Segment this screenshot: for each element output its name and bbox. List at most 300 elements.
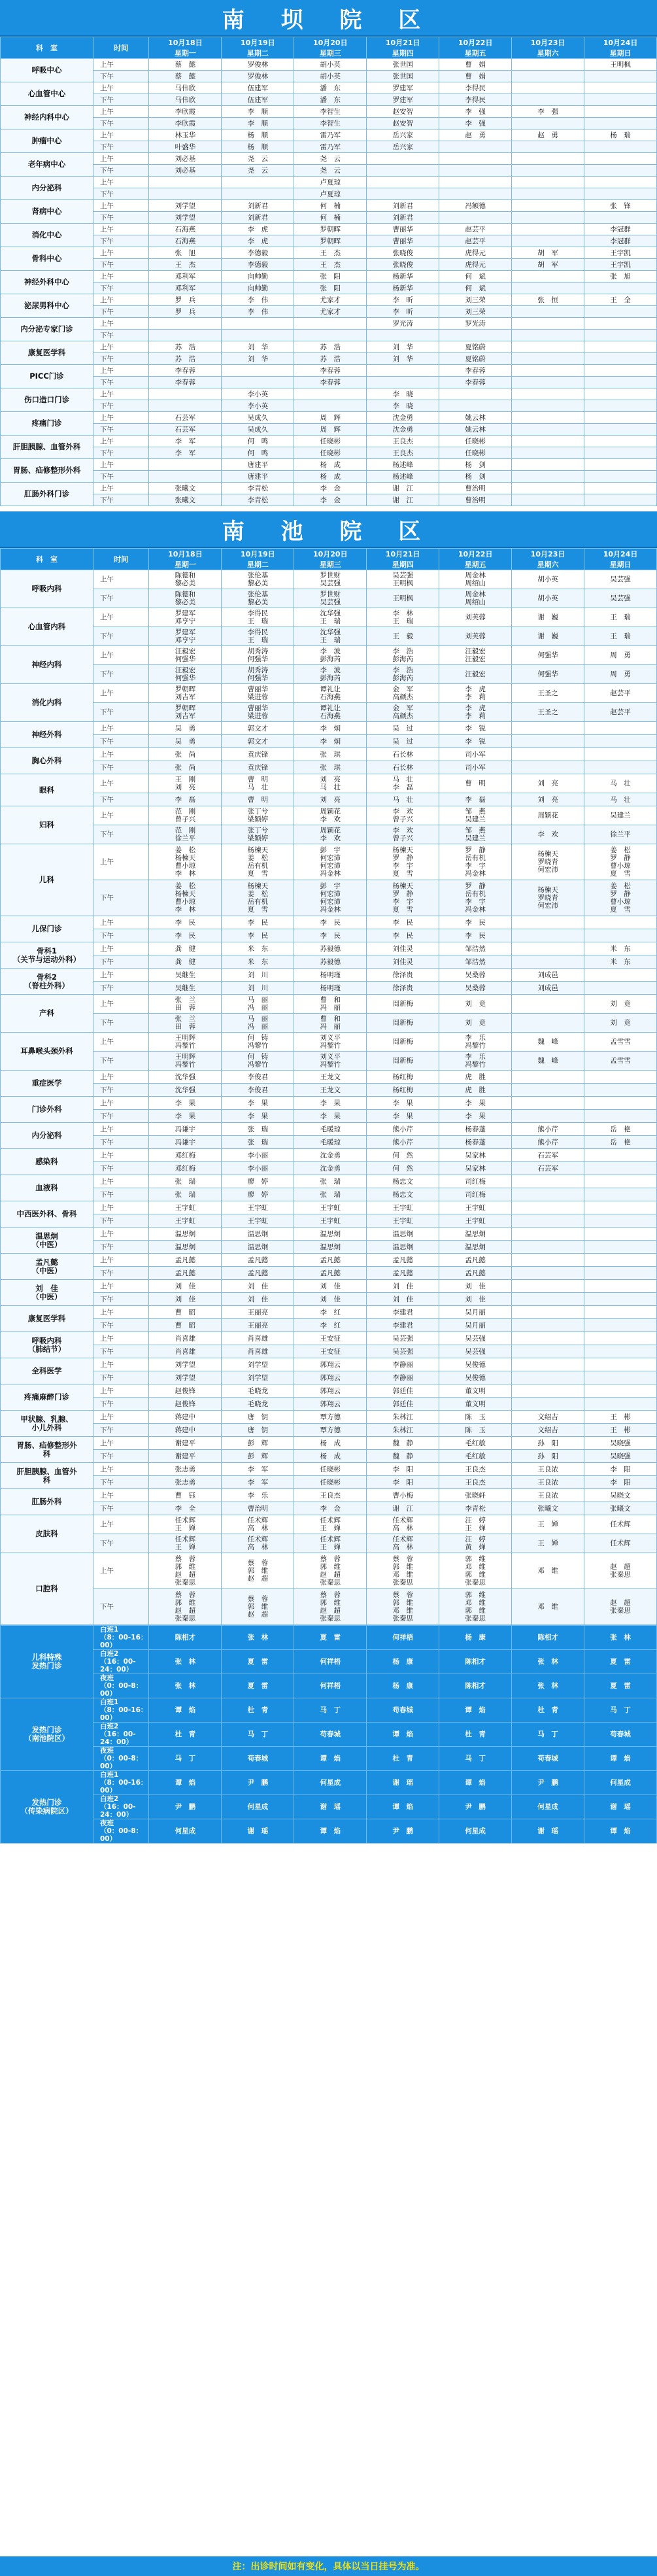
doctor-cell bbox=[584, 424, 657, 436]
department-name: 刘 佳 （中医） bbox=[1, 1280, 93, 1306]
doctor-cell: 覃方德 bbox=[294, 1424, 367, 1437]
doctor-cell: 任术辉 王 婵 bbox=[294, 1515, 367, 1534]
doctor-cell: 刘 亮 bbox=[512, 774, 584, 793]
session-time: 下午 bbox=[93, 1293, 149, 1306]
session-time: 上午 bbox=[93, 365, 149, 377]
doctor-cell: 王宇凯 bbox=[584, 259, 657, 271]
doctor-cell: 谭 焰 bbox=[584, 1747, 657, 1771]
doctor-cell: 罗朝晖 刘吉军 bbox=[149, 703, 222, 722]
doctor-cell bbox=[512, 306, 584, 318]
table-row bbox=[1, 1071, 657, 1084]
doctor-cell: 郭翔云 bbox=[294, 1371, 367, 1384]
doctor-cell: 王明枫 bbox=[367, 589, 439, 608]
session-time: 上午 bbox=[93, 247, 149, 259]
doctor-cell bbox=[584, 330, 657, 341]
doctor-cell: 李 顺 bbox=[222, 118, 294, 129]
doctor-cell: 何星成 bbox=[584, 1771, 657, 1795]
table-row bbox=[1, 608, 657, 627]
doctor-cell: 马伟欣 bbox=[149, 94, 222, 106]
doctor-cell: 彭 辉 bbox=[222, 1437, 294, 1450]
table-row bbox=[1, 774, 657, 793]
department-name: 疼痛麻醉门诊 bbox=[1, 1384, 93, 1411]
doctor-cell: 刘 川 bbox=[222, 969, 294, 982]
doctor-cell: 刘学望 bbox=[222, 1371, 294, 1384]
doctor-cell bbox=[512, 377, 584, 388]
doctor-cell bbox=[512, 929, 584, 942]
doctor-cell: 李冠群 bbox=[584, 235, 657, 247]
doctor-cell: 杨 康 bbox=[367, 1650, 439, 1674]
department-name: 温思炯 （中医） bbox=[1, 1228, 93, 1254]
doctor-cell: 何 楠 bbox=[294, 212, 367, 224]
doctor-cell: 陈 玉 bbox=[439, 1411, 512, 1424]
table-row bbox=[1, 1241, 657, 1254]
table-row bbox=[1, 793, 657, 806]
doctor-cell: 郭廷佳 bbox=[367, 1398, 439, 1411]
doctor-cell bbox=[512, 388, 584, 400]
table-row bbox=[1, 365, 657, 377]
column-header: 10月18日 星期一 bbox=[149, 37, 222, 59]
doctor-cell: 曹丽华 梁进蓉 bbox=[222, 703, 294, 722]
doctor-cell: 温思炯 bbox=[439, 1228, 512, 1241]
doctor-cell: 沈华强 王 瑞 bbox=[294, 608, 367, 627]
doctor-cell: 张 兰 田 蓉 bbox=[149, 1014, 222, 1033]
column-header: 科 室 bbox=[1, 549, 93, 570]
doctor-cell: 金 军 高颜杰 bbox=[367, 684, 439, 703]
doctor-cell bbox=[584, 212, 657, 224]
doctor-cell: 杜 青 bbox=[439, 1723, 512, 1747]
doctor-cell: 魏 峰 bbox=[512, 1052, 584, 1071]
doctor-cell: 李 强 bbox=[439, 118, 512, 129]
doctor-cell: 张 恒 bbox=[512, 294, 584, 306]
doctor-cell: 何祥梧 bbox=[367, 1626, 439, 1650]
doctor-cell: 杨 成 bbox=[294, 459, 367, 471]
doctor-cell: 李 金 bbox=[294, 1502, 367, 1515]
doctor-cell bbox=[584, 141, 657, 153]
doctor-cell: 王宇虹 bbox=[294, 1201, 367, 1214]
doctor-cell: 胡 军 bbox=[512, 247, 584, 259]
doctor-cell: 苟春城 bbox=[294, 1723, 367, 1747]
table-row bbox=[1, 1214, 657, 1228]
doctor-cell: 曹治明 bbox=[439, 494, 512, 506]
doctor-cell: 邹浩然 bbox=[439, 955, 512, 969]
doctor-cell: 毛晓龙 bbox=[222, 1398, 294, 1411]
doctor-cell: 任术辉 高 林 bbox=[222, 1515, 294, 1534]
doctor-cell: 蔡 蓉 郭 维 赵 超 张秦思 bbox=[294, 1553, 367, 1589]
doctor-cell: 唐建平 bbox=[222, 459, 294, 471]
doctor-cell: 李 民 bbox=[439, 916, 512, 929]
department-name: 产科 bbox=[1, 995, 93, 1033]
doctor-cell: 刘 佳 bbox=[367, 1293, 439, 1306]
doctor-cell: 李 果 bbox=[222, 1097, 294, 1110]
table-row bbox=[1, 1084, 657, 1097]
doctor-cell: 曹 和 冯 丽 bbox=[294, 1014, 367, 1033]
doctor-cell bbox=[149, 400, 222, 412]
doctor-cell: 王安征 bbox=[294, 1345, 367, 1358]
department-name: 疼痛门诊 bbox=[1, 412, 93, 436]
doctor-cell: 司红梅 bbox=[439, 1175, 512, 1188]
doctor-cell: 王宇凯 bbox=[584, 247, 657, 259]
doctor-cell: 周金林 周绍山 bbox=[439, 570, 512, 589]
doctor-cell bbox=[584, 306, 657, 318]
doctor-cell: 曹 昭 bbox=[149, 1306, 222, 1319]
doctor-cell bbox=[584, 761, 657, 774]
session-time: 下午 bbox=[93, 735, 149, 748]
doctor-cell: 邓 维 bbox=[512, 1589, 584, 1625]
doctor-cell: 李 果 bbox=[222, 1110, 294, 1123]
session-time: 上午 bbox=[93, 412, 149, 424]
column-header: 10月21日 星期四 bbox=[367, 37, 439, 59]
doctor-cell: 吴 过 bbox=[367, 735, 439, 748]
doctor-cell: 周新梅 bbox=[367, 1014, 439, 1033]
doctor-cell: 周颖花 李 欢 bbox=[294, 825, 367, 844]
table-row bbox=[1, 1384, 657, 1398]
doctor-cell: 邹浩然 bbox=[439, 942, 512, 955]
table-row bbox=[1, 722, 657, 735]
session-time: 上午 bbox=[93, 59, 149, 71]
doctor-cell: 王良浓 bbox=[512, 1463, 584, 1476]
doctor-cell: 温思炯 bbox=[222, 1241, 294, 1254]
doctor-cell bbox=[222, 318, 294, 330]
doctor-cell: 张 瑞 bbox=[149, 1175, 222, 1188]
doctor-cell: 李 晓 bbox=[367, 388, 439, 400]
doctor-cell bbox=[367, 365, 439, 377]
doctor-cell: 吴芸强 王明枫 bbox=[367, 570, 439, 589]
doctor-cell: 谭 焰 bbox=[294, 1747, 367, 1771]
doctor-cell: 张 林 bbox=[222, 1626, 294, 1650]
doctor-cell: 苟春城 bbox=[584, 1723, 657, 1747]
doctor-cell: 李 磊 bbox=[149, 793, 222, 806]
table-row bbox=[1, 1136, 657, 1149]
doctor-cell: 张曦文 bbox=[149, 483, 222, 494]
doctor-cell: 何 鸣 bbox=[222, 436, 294, 447]
doctor-cell: 李 军 bbox=[149, 436, 222, 447]
doctor-cell bbox=[584, 1293, 657, 1306]
doctor-cell bbox=[584, 94, 657, 106]
table-row bbox=[1, 1332, 657, 1345]
doctor-cell bbox=[584, 1097, 657, 1110]
doctor-cell: 刘学望 bbox=[149, 212, 222, 224]
doctor-cell: 杨楝天 罗 静 李 宇 夏 雪 bbox=[367, 880, 439, 916]
doctor-cell: 罗光涛 bbox=[439, 318, 512, 330]
table-row bbox=[1, 880, 657, 916]
session-time: 上午 bbox=[93, 969, 149, 982]
doctor-cell bbox=[584, 929, 657, 942]
department-name: 中西医外科、骨科 bbox=[1, 1201, 93, 1228]
doctor-cell: 李 昕 bbox=[367, 306, 439, 318]
table-row bbox=[1, 400, 657, 412]
session-time: 上午 bbox=[93, 806, 149, 825]
session-time: 白班1 （8：00-16：00） bbox=[93, 1626, 149, 1650]
doctor-cell: 彭 宇 何宏沛 何宏沛 冯金林 bbox=[294, 844, 367, 880]
table-row bbox=[1, 761, 657, 774]
table-row bbox=[1, 200, 657, 212]
doctor-cell: 温思炯 bbox=[149, 1228, 222, 1241]
session-time: 上午 bbox=[93, 106, 149, 118]
session-time: 下午 bbox=[93, 424, 149, 436]
doctor-cell bbox=[512, 494, 584, 506]
doctor-cell: 雷乃军 bbox=[294, 129, 367, 141]
doctor-cell: 李 乐 bbox=[222, 1489, 294, 1502]
doctor-cell bbox=[584, 353, 657, 365]
doctor-cell: 王 瑞 bbox=[584, 608, 657, 627]
session-time: 上午 bbox=[93, 608, 149, 627]
doctor-cell: 邓利军 bbox=[149, 283, 222, 294]
session-time: 下午 bbox=[93, 1162, 149, 1175]
doctor-cell: 王良浓 bbox=[512, 1489, 584, 1502]
department-name: 感染科 bbox=[1, 1149, 93, 1175]
session-time: 上午 bbox=[93, 1228, 149, 1241]
session-time: 下午 bbox=[93, 1371, 149, 1384]
doctor-cell: 苏 浩 bbox=[149, 341, 222, 353]
session-time: 下午 bbox=[93, 665, 149, 684]
doctor-cell: 孟凡懿 bbox=[367, 1267, 439, 1280]
doctor-cell: 吴继生 bbox=[149, 982, 222, 995]
session-time: 下午 bbox=[93, 929, 149, 942]
doctor-cell: 杨楝天 姜 松 岳有机 夏 雪 bbox=[222, 880, 294, 916]
doctor-cell: 唐建平 bbox=[222, 471, 294, 483]
doctor-cell bbox=[512, 1097, 584, 1110]
doctor-cell: 李 林 王 瑞 bbox=[367, 608, 439, 627]
doctor-cell: 王宇虹 bbox=[439, 1201, 512, 1214]
doctor-cell bbox=[512, 1267, 584, 1280]
doctor-cell: 尹 鹏 bbox=[222, 1771, 294, 1795]
doctor-cell: 王 彬 bbox=[584, 1411, 657, 1424]
session-time: 下午 bbox=[93, 793, 149, 806]
session-time: 上午 bbox=[93, 774, 149, 793]
doctor-cell: 周金林 周绍山 bbox=[439, 589, 512, 608]
session-time: 上午 bbox=[93, 1097, 149, 1110]
doctor-cell: 吴芸强 bbox=[439, 1332, 512, 1345]
doctor-cell: 姜 松 罗 静 曹小琼 夏 雪 bbox=[584, 880, 657, 916]
doctor-cell bbox=[512, 1306, 584, 1319]
doctor-cell: 邓红梅 bbox=[149, 1162, 222, 1175]
table-row bbox=[1, 1553, 657, 1589]
department-name: 骨科1 （关节与运动外科） bbox=[1, 942, 93, 969]
doctor-cell: 何 楠 bbox=[294, 200, 367, 212]
session-time: 下午 bbox=[93, 1241, 149, 1254]
doctor-cell: 邹 燕 吴建兰 bbox=[439, 825, 512, 844]
doctor-cell: 熊小芹 bbox=[367, 1136, 439, 1149]
department-name: 口腔科 bbox=[1, 1553, 93, 1625]
doctor-cell: 杨 康 bbox=[439, 1626, 512, 1650]
doctor-cell: 袁庆锋 bbox=[222, 748, 294, 761]
doctor-cell: 徐泽贵 bbox=[367, 969, 439, 982]
doctor-cell bbox=[584, 318, 657, 330]
doctor-cell: 沈华强 bbox=[149, 1071, 222, 1084]
doctor-cell: 孙 阳 bbox=[512, 1437, 584, 1450]
column-header: 10月23日 星期六 bbox=[512, 549, 584, 570]
doctor-cell bbox=[512, 955, 584, 969]
doctor-cell: 谢 瑶 bbox=[294, 1795, 367, 1819]
session-time: 上午 bbox=[93, 1515, 149, 1534]
doctor-cell: 李 金 bbox=[294, 483, 367, 494]
doctor-cell: 郭翔云 bbox=[294, 1358, 367, 1371]
session-time: 下午 bbox=[93, 1214, 149, 1228]
doctor-cell bbox=[512, 483, 584, 494]
doctor-cell: 唐 钥 bbox=[222, 1411, 294, 1424]
department-name: 甲状腺、乳腺、 小儿外科 bbox=[1, 1411, 93, 1437]
doctor-cell: 郭 维 邓 维 郭 维 张秦思 bbox=[439, 1553, 512, 1589]
table-row bbox=[1, 177, 657, 188]
doctor-cell: 魏 静 bbox=[367, 1450, 439, 1463]
doctor-cell bbox=[512, 761, 584, 774]
doctor-cell bbox=[584, 118, 657, 129]
doctor-cell: 张 旭 bbox=[149, 247, 222, 259]
doctor-cell: 赵 勇 bbox=[512, 129, 584, 141]
doctor-cell: 任术辉 王 婵 bbox=[294, 1534, 367, 1553]
doctor-cell: 罗光涛 bbox=[367, 318, 439, 330]
doctor-cell: 何祥梧 bbox=[294, 1674, 367, 1698]
doctor-cell: 刘新君 bbox=[222, 200, 294, 212]
doctor-cell: 张 瑞 bbox=[222, 1123, 294, 1136]
table-row bbox=[1, 1819, 657, 1844]
doctor-cell bbox=[584, 494, 657, 506]
doctor-cell: 司小军 bbox=[439, 748, 512, 761]
doctor-cell: 金 军 高颜杰 bbox=[367, 703, 439, 722]
department-name: 门诊外科 bbox=[1, 1097, 93, 1123]
doctor-cell: 李春蓉 bbox=[294, 377, 367, 388]
doctor-cell: 潘 东 bbox=[294, 94, 367, 106]
doctor-cell bbox=[512, 748, 584, 761]
session-time: 白班1 （8：00-16：00） bbox=[93, 1771, 149, 1795]
doctor-cell bbox=[512, 995, 584, 1014]
table-row bbox=[1, 424, 657, 436]
doctor-cell: 刘 亮 马 壮 bbox=[294, 774, 367, 793]
doctor-cell: 李静丽 bbox=[367, 1358, 439, 1371]
doctor-cell: 周新梅 bbox=[367, 995, 439, 1014]
doctor-cell: 胡 军 bbox=[512, 259, 584, 271]
doctor-cell bbox=[584, 1345, 657, 1358]
department-name: 神经外科 bbox=[1, 722, 93, 748]
column-header: 10月22日 星期五 bbox=[439, 549, 512, 570]
doctor-cell: 温思炯 bbox=[367, 1241, 439, 1254]
session-time: 上午 bbox=[93, 942, 149, 955]
doctor-cell bbox=[439, 177, 512, 188]
doctor-cell bbox=[584, 188, 657, 200]
doctor-cell: 魏 峰 bbox=[512, 1033, 584, 1052]
doctor-cell: 何强华 bbox=[512, 646, 584, 665]
doctor-cell bbox=[439, 388, 512, 400]
doctor-cell: 王明辉 冯黎竹 bbox=[149, 1033, 222, 1052]
doctor-cell bbox=[512, 118, 584, 129]
table-row bbox=[1, 570, 657, 589]
session-time: 下午 bbox=[93, 1110, 149, 1123]
doctor-cell: 杨楝天 罗晓青 何宏沛 bbox=[512, 880, 584, 916]
doctor-cell bbox=[294, 400, 367, 412]
doctor-cell bbox=[512, 153, 584, 165]
doctor-cell: 王宇虹 bbox=[149, 1214, 222, 1228]
doctor-cell: 廖 婷 bbox=[222, 1188, 294, 1201]
doctor-cell: 汪毅宏 汪毅宏 bbox=[439, 646, 512, 665]
doctor-cell: 曹小梅 bbox=[367, 1489, 439, 1502]
department-name: 胃肠、疝修整形外科 bbox=[1, 459, 93, 483]
doctor-cell: 曹 昭 bbox=[149, 1319, 222, 1332]
doctor-cell bbox=[512, 424, 584, 436]
doctor-cell: 李俊君 bbox=[222, 1084, 294, 1097]
doctor-cell bbox=[512, 1358, 584, 1371]
doctor-cell: 尤家才 bbox=[294, 306, 367, 318]
doctor-cell: 李 浩 彭海芮 bbox=[367, 646, 439, 665]
session-time: 下午 bbox=[93, 1502, 149, 1515]
doctor-cell: 沈金勇 bbox=[367, 412, 439, 424]
doctor-cell: 罗建军 邓亨宁 bbox=[149, 627, 222, 646]
doctor-cell: 王圣之 bbox=[512, 684, 584, 703]
session-time: 上午 bbox=[93, 1384, 149, 1398]
doctor-cell: 刘 华 bbox=[367, 353, 439, 365]
doctor-cell: 曹 明 马 壮 bbox=[222, 774, 294, 793]
doctor-cell bbox=[584, 1267, 657, 1280]
session-time: 白班1 （8：00-16：00） bbox=[93, 1698, 149, 1723]
doctor-cell: 张曦文 bbox=[584, 1502, 657, 1515]
doctor-cell: 李 昕 bbox=[367, 294, 439, 306]
doctor-cell: 谭 焰 bbox=[367, 1795, 439, 1819]
session-time: 上午 bbox=[93, 1306, 149, 1319]
table-row bbox=[1, 224, 657, 235]
doctor-cell: 张 林 bbox=[512, 1650, 584, 1674]
doctor-cell bbox=[584, 483, 657, 494]
doctor-cell: 郭文才 bbox=[222, 722, 294, 735]
doctor-cell: 谢 巍 bbox=[512, 627, 584, 646]
doctor-cell: 李 果 bbox=[367, 1110, 439, 1123]
doctor-cell: 何星成 bbox=[294, 1771, 367, 1795]
doctor-cell: 李青松 bbox=[222, 483, 294, 494]
doctor-cell: 曹 钰 bbox=[149, 1489, 222, 1502]
doctor-cell bbox=[222, 188, 294, 200]
doctor-cell: 李 果 bbox=[439, 1110, 512, 1123]
doctor-cell: 李 欢 bbox=[512, 825, 584, 844]
table-row bbox=[1, 1502, 657, 1515]
session-time: 上午 bbox=[93, 1254, 149, 1267]
table-row bbox=[1, 1771, 657, 1795]
doctor-cell: 曹 明 bbox=[439, 774, 512, 793]
doctor-cell: 罗建军 bbox=[367, 82, 439, 94]
doctor-cell bbox=[512, 1014, 584, 1033]
department-name: 妇科 bbox=[1, 806, 93, 844]
doctor-cell: 李 民 bbox=[367, 929, 439, 942]
doctor-cell: 李 民 bbox=[222, 916, 294, 929]
table-row bbox=[1, 995, 657, 1014]
session-time: 下午 bbox=[93, 627, 149, 646]
doctor-cell: 孟凡懿 bbox=[439, 1267, 512, 1280]
doctor-cell: 李 红 bbox=[294, 1319, 367, 1332]
doctor-cell: 王良杰 bbox=[439, 1476, 512, 1489]
doctor-cell: 苏毅德 bbox=[294, 942, 367, 955]
doctor-cell: 冯额德 bbox=[439, 200, 512, 212]
table-row bbox=[1, 259, 657, 271]
doctor-cell: 胡小英 bbox=[512, 570, 584, 589]
doctor-cell: 谢建平 bbox=[149, 1450, 222, 1463]
session-time: 上午 bbox=[93, 271, 149, 283]
doctor-cell bbox=[584, 1071, 657, 1084]
doctor-cell: 蔡 蓉 郭 维 赵 超 张秦思 bbox=[149, 1589, 222, 1625]
doctor-cell: 吴家林 bbox=[439, 1162, 512, 1175]
doctor-cell bbox=[584, 377, 657, 388]
doctor-cell: 岳 艳 bbox=[584, 1123, 657, 1136]
table-row bbox=[1, 703, 657, 722]
doctor-cell: 郭翔云 bbox=[294, 1398, 367, 1411]
table-row bbox=[1, 1371, 657, 1384]
table-row bbox=[1, 1650, 657, 1674]
doctor-cell: 陈 玉 bbox=[439, 1424, 512, 1437]
doctor-cell: 李 晓 bbox=[367, 400, 439, 412]
doctor-cell: 何强华 bbox=[512, 665, 584, 684]
doctor-cell: 李欣霞 bbox=[149, 118, 222, 129]
session-time: 上午 bbox=[93, 646, 149, 665]
doctor-cell: 徐泽贵 bbox=[367, 982, 439, 995]
doctor-cell: 何 斌 bbox=[439, 283, 512, 294]
table-row bbox=[1, 188, 657, 200]
doctor-cell: 李智生 bbox=[294, 118, 367, 129]
